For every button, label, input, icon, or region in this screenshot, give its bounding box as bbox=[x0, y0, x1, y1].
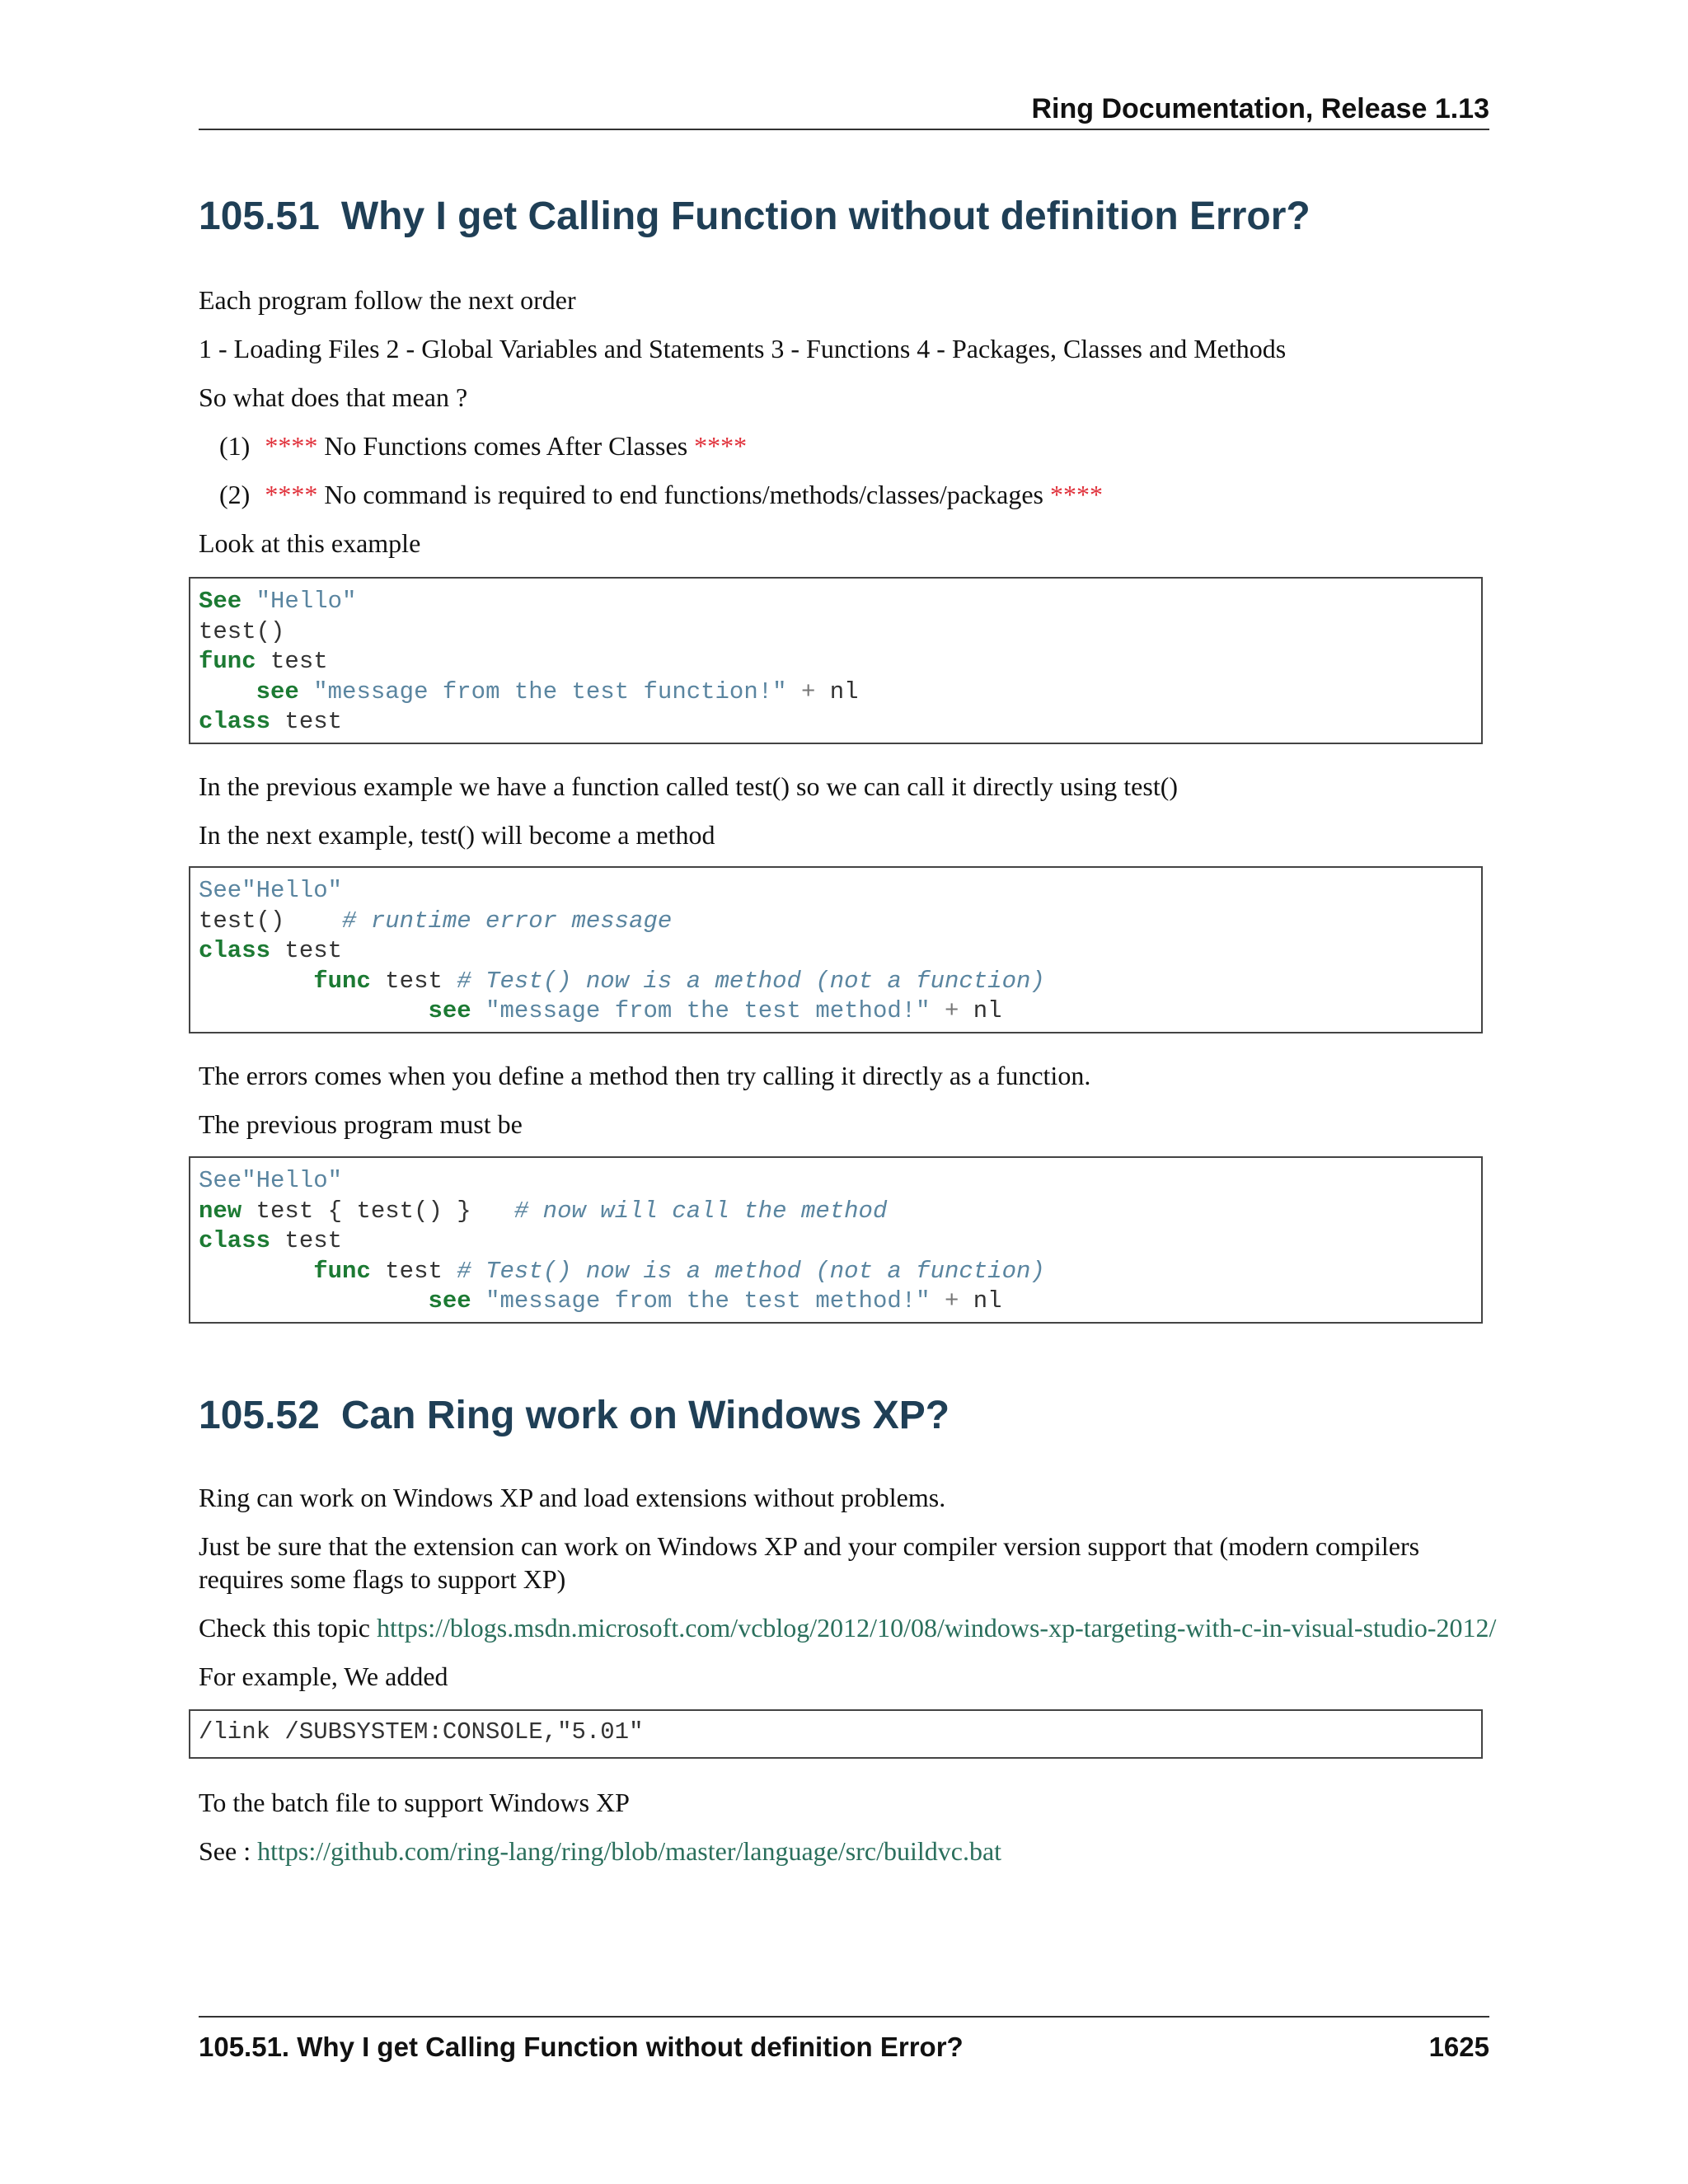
paragraph: Just be sure that the extension can work on Windows XP and your compiler version support that (modern compilers requires some flags to support XP) bbox=[199, 1531, 1420, 1594]
stars-emphasis: **** bbox=[265, 480, 318, 509]
keyword: func bbox=[313, 967, 371, 995]
paragraph: In the next example, test() will become a method bbox=[199, 820, 715, 850]
paragraph: Each program follow the next order bbox=[199, 285, 576, 315]
keyword: func bbox=[199, 648, 256, 675]
code-block-4 bbox=[189, 1709, 1483, 1759]
paragraph: To the batch file to support Windows XP bbox=[199, 1788, 630, 1817]
link-prefix: Check this topic bbox=[199, 1613, 377, 1643]
keyword: new bbox=[199, 1197, 242, 1225]
paragraph: The errors comes when you define a method then try calling it directly as a function. bbox=[199, 1061, 1091, 1090]
running-header: Ring Documentation, Release 1.13 bbox=[1031, 93, 1489, 124]
code-indent bbox=[199, 678, 256, 705]
stars-emphasis: **** bbox=[1049, 480, 1103, 509]
string: "message from the test method!" bbox=[471, 1287, 931, 1315]
code-line bbox=[199, 996, 1481, 1027]
list-marker: (1) bbox=[219, 431, 251, 461]
keyword: see bbox=[428, 1287, 471, 1315]
code-line bbox=[199, 1257, 1481, 1287]
code-line: /link /SUBSYSTEM:CONSOLE,"5.01" bbox=[199, 1718, 644, 1746]
paragraph bbox=[199, 1835, 1489, 1868]
keyword: func bbox=[313, 1257, 371, 1285]
keyword: class bbox=[199, 1227, 271, 1254]
paragraph: For example, We added bbox=[199, 1661, 448, 1691]
stars-emphasis: **** bbox=[265, 431, 318, 461]
code-line bbox=[199, 677, 1481, 708]
paragraph: In the previous example we have a function called test() so we can call it directly using test() bbox=[199, 771, 1179, 801]
code-line bbox=[199, 707, 1481, 738]
code-indent bbox=[199, 997, 428, 1024]
code-text: test bbox=[370, 967, 457, 995]
code-line: test() bbox=[199, 617, 285, 645]
github-buildvc-link[interactable]: https://github.com/ring-lang/ring/blob/master/language/src/buildvc.bat bbox=[257, 1836, 1002, 1866]
operator: + bbox=[930, 997, 959, 1024]
paragraph: Ring can work on Windows XP and load extensions without problems. bbox=[199, 1483, 946, 1512]
code-line bbox=[199, 967, 1481, 997]
paragraph bbox=[199, 1611, 1497, 1644]
code-line bbox=[199, 1166, 1481, 1197]
stars-emphasis: **** bbox=[694, 431, 748, 461]
code-text: nl bbox=[815, 677, 859, 705]
keyword: See bbox=[199, 588, 242, 615]
code-line bbox=[199, 647, 1481, 677]
code-line bbox=[199, 1286, 1481, 1317]
code-text: test bbox=[270, 708, 343, 735]
code-text: nl bbox=[959, 997, 1002, 1024]
list-marker: (2) bbox=[219, 480, 251, 509]
code-line bbox=[199, 876, 1481, 907]
paragraph: 1 - Loading Files 2 - Global Variables and Statements 3 - Functions 4 - Packages, Classes and Methods bbox=[199, 334, 1287, 363]
keyword: see bbox=[256, 677, 299, 705]
page-number: 1625 bbox=[1428, 2032, 1489, 2062]
comment: # runtime error message bbox=[342, 907, 673, 935]
list-item bbox=[219, 478, 1103, 511]
code-text: test bbox=[256, 648, 328, 675]
code-indent bbox=[199, 1258, 313, 1285]
paragraph: Look at this example bbox=[199, 528, 421, 558]
code-indent bbox=[199, 968, 313, 995]
section-title: Can Ring work on Windows XP? bbox=[340, 1394, 950, 1437]
code-text: nl bbox=[959, 1287, 1002, 1315]
comment: # now will call the method bbox=[513, 1197, 888, 1225]
comment: # Test() now is a method (not a function) bbox=[457, 967, 1045, 995]
operator: + bbox=[930, 1287, 959, 1315]
code-text: test { test() } bbox=[241, 1197, 514, 1225]
string: "message from the test method!" bbox=[471, 997, 931, 1024]
code-line bbox=[199, 1197, 1481, 1227]
comment: # Test() now is a method (not a function) bbox=[457, 1257, 1045, 1285]
keyword: see bbox=[428, 997, 471, 1024]
string: See"Hello" bbox=[199, 1167, 343, 1194]
section-title: Why I get Calling Function without definition Error? bbox=[340, 194, 1311, 238]
footer-section-title: 105.51. Why I get Calling Function without definition Error? bbox=[199, 2032, 964, 2062]
code-block-2 bbox=[189, 866, 1483, 1033]
string: See"Hello" bbox=[199, 877, 343, 904]
running-footer bbox=[199, 2029, 1489, 2065]
section-heading-105-52 bbox=[199, 1391, 950, 1441]
paragraph: The previous program must be bbox=[199, 1109, 523, 1139]
operator: + bbox=[786, 677, 816, 705]
section-number: 105.51 bbox=[199, 194, 320, 238]
code-text: test bbox=[370, 1257, 457, 1285]
code-text: test() bbox=[199, 907, 343, 935]
code-indent bbox=[199, 1287, 428, 1315]
list-text: No Functions comes After Classes bbox=[317, 431, 695, 461]
code-line bbox=[199, 936, 1481, 967]
string: "message from the test function!" bbox=[298, 677, 787, 705]
code-text: test bbox=[270, 1227, 343, 1254]
section-heading-105-51 bbox=[199, 192, 1311, 241]
paragraph: So what does that mean ? bbox=[199, 382, 468, 412]
code-block-3 bbox=[189, 1156, 1483, 1324]
keyword: class bbox=[199, 708, 271, 735]
string: "Hello" bbox=[241, 588, 357, 615]
header-rule bbox=[199, 129, 1489, 130]
list-text: No command is required to end functions/methods/classes/packages bbox=[317, 480, 1050, 509]
code-line bbox=[199, 907, 1481, 937]
keyword: class bbox=[199, 937, 271, 964]
code-line bbox=[199, 587, 1481, 617]
code-text: test bbox=[270, 937, 343, 964]
link-prefix: See : bbox=[199, 1836, 258, 1866]
code-line bbox=[199, 1226, 1481, 1257]
section-number: 105.52 bbox=[199, 1394, 320, 1437]
footer-rule bbox=[199, 2016, 1489, 2018]
code-block-1 bbox=[189, 577, 1483, 744]
list-item bbox=[219, 429, 747, 462]
blogs-msdn-link[interactable]: https://blogs.msdn.microsoft.com/vcblog/2012/10/08/windows-xp-targeting-with-c-in-visual-studio-2012/ bbox=[376, 1613, 1497, 1643]
